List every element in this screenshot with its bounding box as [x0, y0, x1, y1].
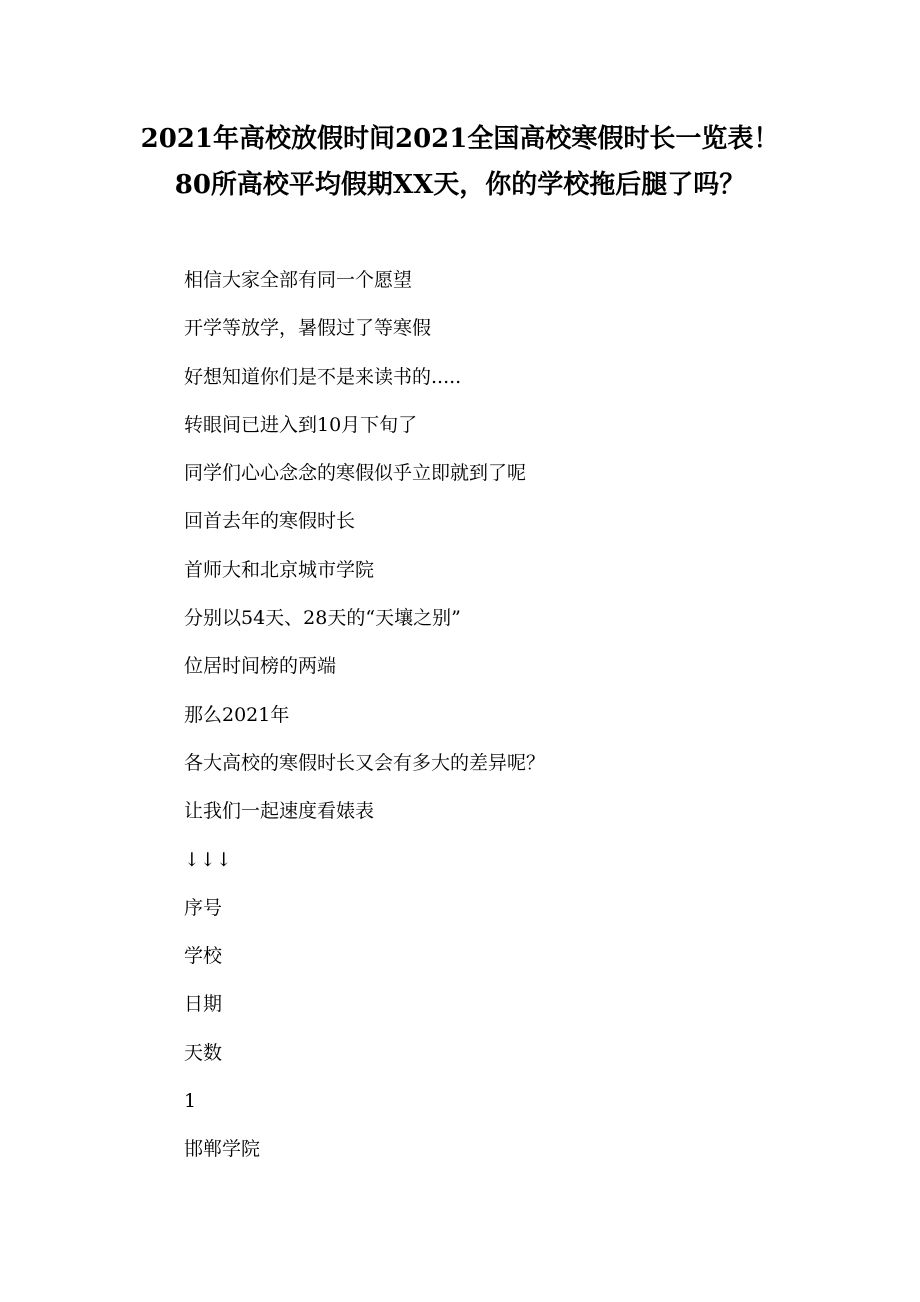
paragraph: 位居时间榜的两端 — [184, 655, 337, 678]
paragraph: 同学们心心念念的寒假似乎立即就到了呢 — [184, 462, 527, 485]
down-arrows: ↓↓↓ — [184, 848, 232, 871]
table-cell-index: 1 — [184, 1090, 197, 1113]
body-text — [184, 264, 884, 1182]
paragraph: 那么2021年 — [184, 703, 290, 726]
paragraph: 回首去年的寒假时长 — [184, 510, 356, 533]
paragraph: 转眼间已进入到10月下旬了 — [184, 413, 418, 436]
title-line-1: 2021年高校放假时间2021全国高校寒假时长一览表！ — [140, 124, 780, 154]
document-title — [0, 116, 920, 208]
paragraph: 各大高校的寒假时长又会有多大的差异呢？ — [184, 751, 546, 774]
paragraph: 让我们一起速度看婊表 — [184, 800, 375, 823]
table-header-school: 学校 — [184, 945, 223, 968]
title-line-2: 80所高校平均假期XX天，你的学校拖后腿了吗？ — [174, 170, 746, 200]
paragraph: 好想知道你们是不是来读书的..... — [184, 365, 462, 388]
table-cell-school: 邯郸学院 — [184, 1138, 261, 1161]
paragraph: 相信大家全部有同一个愿望 — [184, 269, 413, 291]
table-header-index: 序号 — [184, 896, 223, 919]
table-header-date: 日期 — [184, 993, 223, 1016]
paragraph: 分别以54天、28天的“天壤之别” — [184, 607, 461, 630]
paragraph: 首师大和北京城市学院 — [184, 558, 375, 581]
table-header-days: 天数 — [184, 1041, 223, 1064]
paragraph: 开学等放学，暑假过了等寒假 — [184, 317, 432, 340]
